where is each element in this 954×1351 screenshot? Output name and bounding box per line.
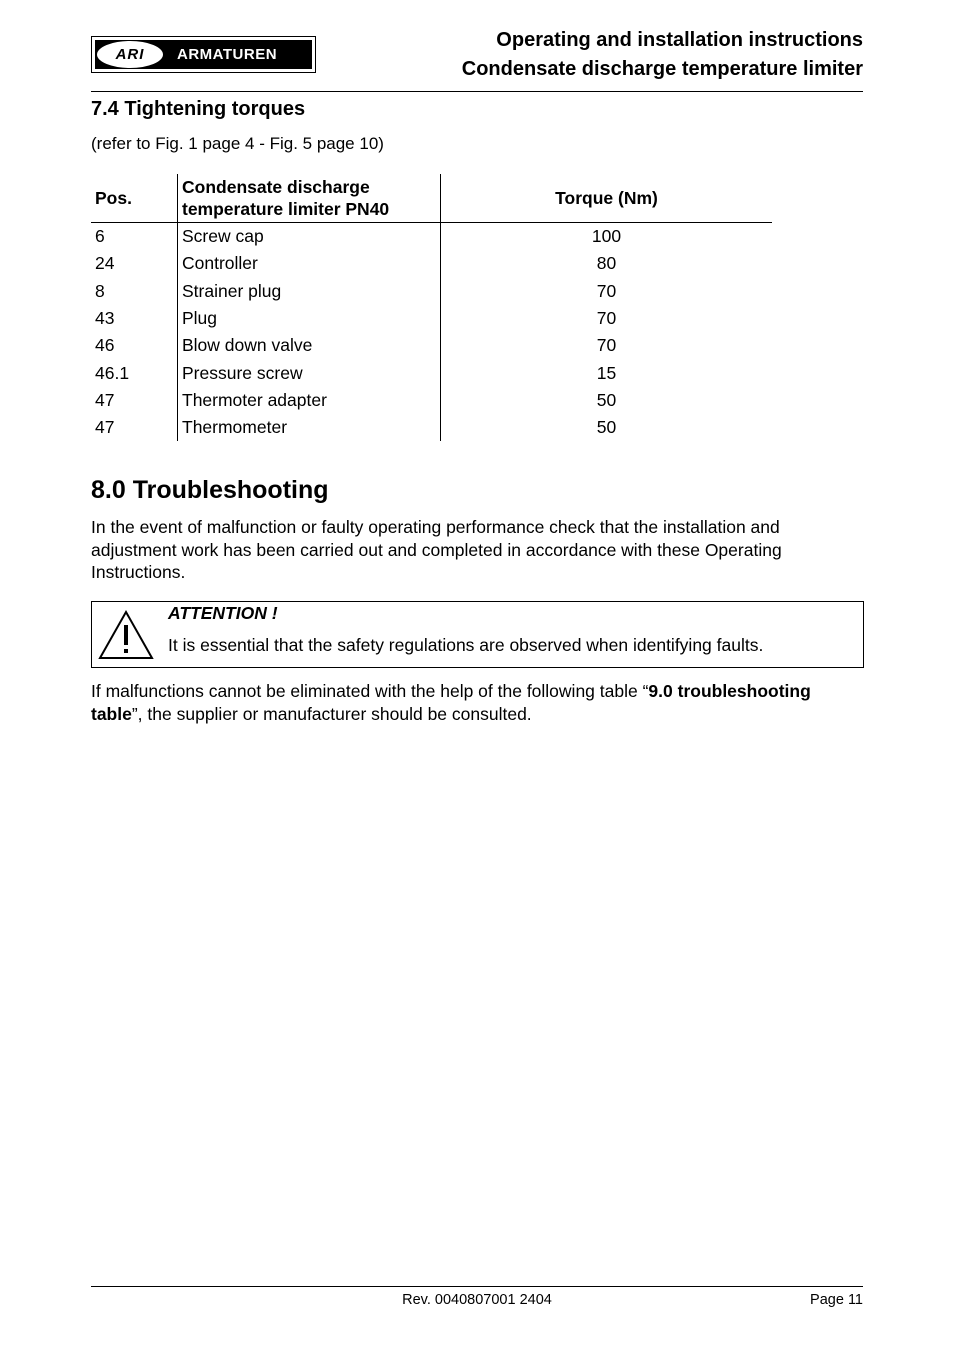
torque-table (91, 174, 772, 441)
header-part-line1: Condensate discharge (182, 177, 370, 197)
header-divider (91, 91, 863, 92)
cell-torque: 50 (596, 417, 617, 438)
torque-table-header (91, 174, 772, 223)
cell-pos: 6 (91, 223, 178, 251)
ari-armaturen-logo (91, 36, 316, 73)
table-row (91, 359, 772, 386)
table-row (91, 387, 772, 414)
cell-part: Blow down valve (178, 332, 441, 359)
cell-pos: 8 (91, 278, 178, 305)
cell-part: Strainer plug (178, 278, 441, 305)
cell-torque: 80 (596, 253, 617, 274)
cell-torque: 70 (596, 335, 617, 356)
logo-wordmark: ARMATUREN (177, 46, 278, 63)
document-title (462, 26, 863, 84)
attention-text: It is essential that the safety regulations are observed when identifying faults. (168, 635, 764, 655)
troubleshooting-intro: In the event of malfunction or faulty operating performance check that the installation and adjustment work has been carried out and completed in accordance with these Operating Instructions. (91, 517, 782, 582)
attention-title: ATTENTION ! (168, 603, 278, 623)
table-row (91, 305, 772, 332)
figure-reference: (refer to Fig. 1 page 4 - Fig. 5 page 10) (91, 134, 384, 153)
header-part-line2: temperature limiter PN40 (182, 199, 390, 219)
cell-pos: 46.1 (91, 359, 178, 386)
table-row (91, 223, 772, 251)
header-part (178, 174, 441, 223)
header-pos: Pos. (91, 174, 178, 223)
document-title-line2: Condensate discharge temperature limiter (461, 58, 863, 80)
cell-part: Plug (178, 305, 441, 332)
cell-pos: 24 (91, 250, 178, 277)
cell-torque: 50 (596, 389, 617, 410)
table-row (91, 414, 772, 441)
closing-text-post: ”, the supplier or manufacturer should be consulted. (131, 703, 532, 724)
cell-part: Screw cap (178, 223, 441, 251)
table-row (91, 250, 772, 277)
cell-part: Thermometer (178, 414, 441, 441)
table-row (91, 278, 772, 305)
attention-box (91, 601, 864, 668)
cell-part: Thermoter adapter (178, 387, 441, 414)
closing-text-pre: If malfunctions cannot be eliminated with the help of the following table “ (91, 681, 649, 701)
header-torque: Torque (Nm) (441, 174, 773, 223)
logo-band (95, 40, 312, 69)
troubleshooting-table-reference: 9.0 troubleshooting table (91, 681, 811, 724)
cell-pos: 47 (91, 414, 178, 441)
closing-paragraph (91, 680, 866, 725)
section-heading-troubleshooting: 8.0 Troubleshooting (91, 476, 329, 504)
cell-torque: 70 (596, 308, 617, 329)
cell-part: Controller (178, 250, 441, 277)
revision-number: Rev. 0040807001 2404 (402, 1292, 552, 1308)
cell-torque: 100 (591, 226, 622, 247)
logo-emblem: ARI (97, 41, 163, 68)
cell-torque: 15 (596, 362, 617, 383)
footer-divider (91, 1286, 863, 1287)
section-heading-tightening-torques: 7.4 Tightening torques (91, 98, 306, 120)
cell-part: Pressure screw (178, 359, 441, 386)
cell-pos: 43 (91, 305, 178, 332)
page-number: Page 11 (810, 1292, 863, 1308)
table-row (91, 332, 772, 359)
cell-pos: 47 (91, 387, 178, 414)
cell-torque: 70 (596, 280, 617, 301)
warning-triangle-icon (97, 609, 155, 661)
cell-pos: 46 (91, 332, 178, 359)
document-title-line1: Operating and installation instructions (496, 29, 863, 51)
